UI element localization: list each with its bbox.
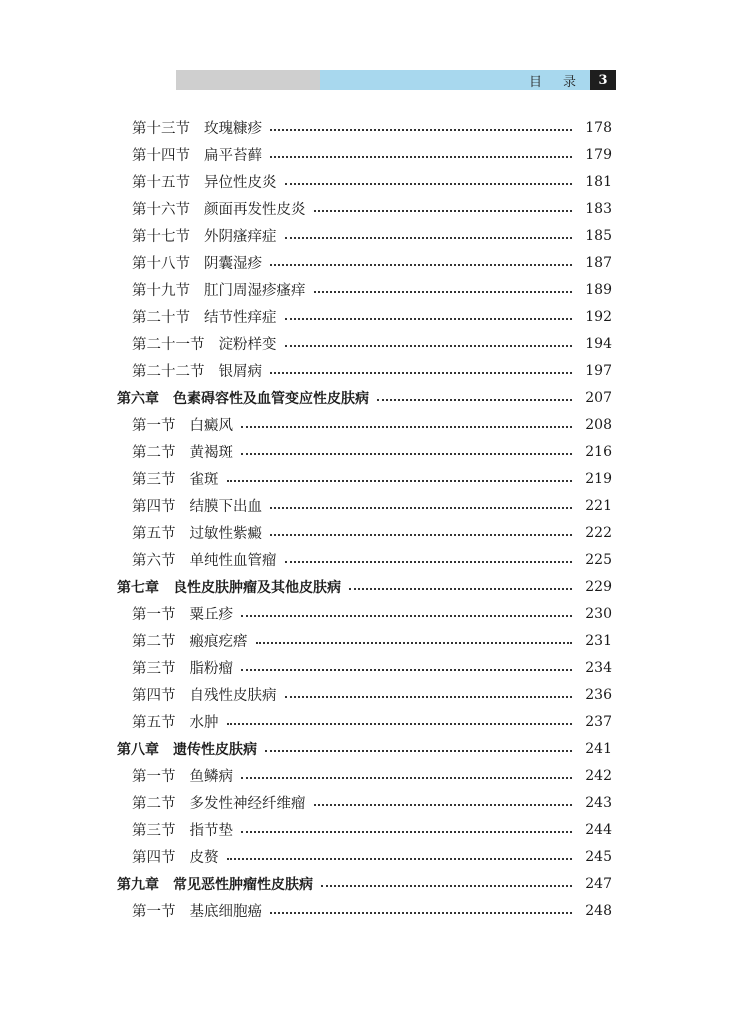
- entry-title: 玫瑰糠疹: [204, 121, 262, 137]
- entry-number: 第十六节: [132, 202, 190, 218]
- entry-title: 外阴瘙痒症: [204, 229, 277, 245]
- entry-number: 第十三节: [132, 121, 190, 137]
- entry-title: 皮赘: [189, 850, 219, 866]
- toc-section-entry: [0, 276, 730, 303]
- entry-number: 第三节: [132, 823, 176, 839]
- entry-title: 雀斑: [189, 472, 219, 488]
- entry-page-number: 179: [585, 146, 612, 163]
- toc-section-entry: [0, 654, 730, 681]
- entry-number: 第一节: [132, 607, 176, 623]
- entry-title: 过敏性紫癜: [189, 526, 262, 542]
- toc-section-entry: [0, 249, 730, 276]
- entry-page-number: 178: [585, 119, 612, 136]
- entry-number: 第五节: [132, 715, 176, 731]
- entry-page-number: 221: [585, 497, 612, 514]
- entry-title: 粟丘疹: [189, 607, 233, 623]
- entry-page-number: 248: [585, 902, 612, 919]
- entry-page-number: 231: [585, 632, 612, 649]
- dot-leader: [285, 237, 573, 239]
- toc-section-entry: [0, 762, 730, 789]
- entry-title: 常见恶性肿瘤性皮肤病: [173, 876, 313, 893]
- entry-title: 扁平苔藓: [204, 148, 262, 164]
- entry-title: 结膜下出血: [189, 499, 262, 515]
- dot-leader: [321, 885, 572, 887]
- toc-section-entry: [0, 789, 730, 816]
- entry-title: 自残性皮肤病: [189, 688, 277, 704]
- table-of-contents: [0, 114, 730, 924]
- dot-leader: [270, 129, 572, 131]
- entry-page-number: 181: [585, 173, 612, 190]
- dot-leader: [241, 615, 572, 617]
- dot-leader: [227, 480, 573, 482]
- dot-leader: [241, 831, 572, 833]
- entry-title: 瘢痕疙瘩: [189, 634, 248, 650]
- dot-leader: [270, 912, 572, 914]
- toc-section-entry: [0, 600, 730, 627]
- entry-page-number: 185: [585, 227, 612, 244]
- entry-title: 脂粉瘤: [189, 661, 233, 677]
- entry-number: 第六节: [132, 553, 176, 569]
- toc-section-entry: [0, 114, 730, 141]
- entry-title: 单纯性血管瘤: [189, 553, 277, 569]
- entry-title: 阴囊湿疹: [204, 256, 262, 272]
- entry-title: 色素碍容性及血管变应性皮肤病: [173, 390, 369, 407]
- entry-number: 第十九节: [132, 283, 190, 299]
- header-gray-bar: [176, 70, 320, 90]
- dot-leader: [256, 642, 573, 644]
- entry-number: 第四节: [132, 499, 176, 515]
- entry-page-number: 236: [585, 686, 612, 703]
- entry-number: 第二十节: [132, 310, 190, 326]
- entry-page-number: 187: [585, 254, 612, 271]
- entry-number: 第十五节: [132, 175, 190, 191]
- entry-number: 第九章: [117, 876, 159, 893]
- entry-title: 异位性皮炎: [204, 175, 277, 191]
- entry-title: 白癜风: [189, 418, 233, 434]
- entry-title: 良性皮肤肿瘤及其他皮肤病: [173, 579, 341, 596]
- entry-page-number: 216: [585, 443, 612, 460]
- toc-section-entry: [0, 681, 730, 708]
- entry-title: 黄褐斑: [189, 445, 233, 461]
- entry-title: 淀粉样变: [218, 337, 277, 353]
- entry-number: 第五节: [132, 526, 176, 542]
- entry-page-number: 230: [585, 605, 612, 622]
- dot-leader: [241, 777, 572, 779]
- toc-section-entry: [0, 627, 730, 654]
- entry-title: 肛门周湿疹瘙痒: [204, 283, 306, 299]
- dot-leader: [285, 318, 573, 320]
- entry-number: 第二十二节: [132, 364, 205, 380]
- entry-page-number: 234: [585, 659, 612, 676]
- entry-page-number: 222: [585, 524, 612, 541]
- entry-number: 第二十一节: [132, 337, 205, 353]
- toc-section-entry: [0, 195, 730, 222]
- entry-number: 第二节: [132, 445, 176, 461]
- entry-page-number: 192: [585, 308, 612, 325]
- entry-title: 指节垫: [189, 823, 233, 839]
- dot-leader: [270, 534, 572, 536]
- entry-page-number: 194: [585, 335, 612, 352]
- entry-title: 鱼鳞病: [189, 769, 233, 785]
- toc-section-entry: [0, 843, 730, 870]
- entry-number: 第二节: [132, 634, 176, 650]
- entry-number: 第四节: [132, 688, 176, 704]
- entry-page-number: 208: [585, 416, 612, 433]
- entry-number: 第四节: [132, 850, 176, 866]
- toc-chapter-entry: [0, 384, 730, 411]
- dot-leader: [227, 858, 573, 860]
- toc-section-entry: [0, 168, 730, 195]
- toc-section-entry: [0, 438, 730, 465]
- entry-number: 第三节: [132, 661, 176, 677]
- dot-leader: [285, 183, 573, 185]
- entry-number: 第七章: [117, 579, 159, 596]
- toc-section-entry: [0, 708, 730, 735]
- entry-page-number: 219: [585, 470, 612, 487]
- toc-section-entry: [0, 492, 730, 519]
- toc-chapter-entry: [0, 735, 730, 762]
- dot-leader: [314, 804, 573, 806]
- entry-page-number: 207: [585, 389, 612, 406]
- dot-leader: [265, 750, 572, 752]
- entry-number: 第六章: [117, 390, 159, 407]
- entry-page-number: 197: [585, 362, 612, 379]
- entry-page-number: 243: [585, 794, 612, 811]
- toc-section-entry: [0, 330, 730, 357]
- entry-title: 水肿: [189, 715, 219, 731]
- toc-section-entry: [0, 222, 730, 249]
- entry-title: 基底细胞癌: [189, 904, 262, 920]
- dot-leader: [285, 561, 573, 563]
- entry-title: 银屑病: [218, 364, 262, 380]
- toc-section-entry: [0, 546, 730, 573]
- toc-chapter-entry: [0, 573, 730, 600]
- entry-number: 第十四节: [132, 148, 190, 164]
- entry-page-number: 183: [585, 200, 612, 217]
- entry-number: 第一节: [132, 769, 176, 785]
- entry-number: 第十七节: [132, 229, 190, 245]
- dot-leader: [314, 291, 573, 293]
- entry-title: 多发性神经纤维瘤: [189, 796, 306, 812]
- toc-section-entry: [0, 303, 730, 330]
- entry-number: 第八章: [117, 741, 159, 758]
- header-title: 目 录: [320, 70, 590, 90]
- entry-page-number: 245: [585, 848, 612, 865]
- entry-page-number: 241: [585, 740, 612, 757]
- dot-leader: [314, 210, 573, 212]
- entry-number: 第二节: [132, 796, 176, 812]
- entry-number: 第十八节: [132, 256, 190, 272]
- dot-leader: [270, 372, 572, 374]
- toc-section-entry: [0, 141, 730, 168]
- toc-section-entry: [0, 519, 730, 546]
- toc-section-entry: [0, 897, 730, 924]
- page-header: [176, 70, 616, 90]
- dot-leader: [241, 453, 572, 455]
- dot-leader: [285, 696, 573, 698]
- entry-title: 结节性痒症: [204, 310, 277, 326]
- entry-page-number: 225: [585, 551, 612, 568]
- entry-title: 颜面再发性皮炎: [204, 202, 306, 218]
- entry-number: 第一节: [132, 904, 176, 920]
- entry-page-number: 247: [585, 875, 612, 892]
- entry-number: 第一节: [132, 418, 176, 434]
- dot-leader: [349, 588, 572, 590]
- dot-leader: [241, 426, 572, 428]
- entry-page-number: 242: [585, 767, 612, 784]
- dot-leader: [377, 399, 572, 401]
- entry-page-number: 189: [585, 281, 612, 298]
- toc-section-entry: [0, 465, 730, 492]
- entry-page-number: 244: [585, 821, 612, 838]
- entry-title: 遗传性皮肤病: [173, 741, 257, 758]
- dot-leader: [270, 264, 572, 266]
- toc-section-entry: [0, 357, 730, 384]
- toc-section-entry: [0, 816, 730, 843]
- toc-chapter-entry: [0, 870, 730, 897]
- dot-leader: [241, 669, 572, 671]
- dot-leader: [227, 723, 573, 725]
- dot-leader: [270, 507, 572, 509]
- entry-page-number: 237: [585, 713, 612, 730]
- dot-leader: [270, 156, 572, 158]
- toc-section-entry: [0, 411, 730, 438]
- dot-leader: [285, 345, 573, 347]
- header-page-number: 3: [590, 70, 616, 90]
- entry-page-number: 229: [585, 578, 612, 595]
- entry-number: 第三节: [132, 472, 176, 488]
